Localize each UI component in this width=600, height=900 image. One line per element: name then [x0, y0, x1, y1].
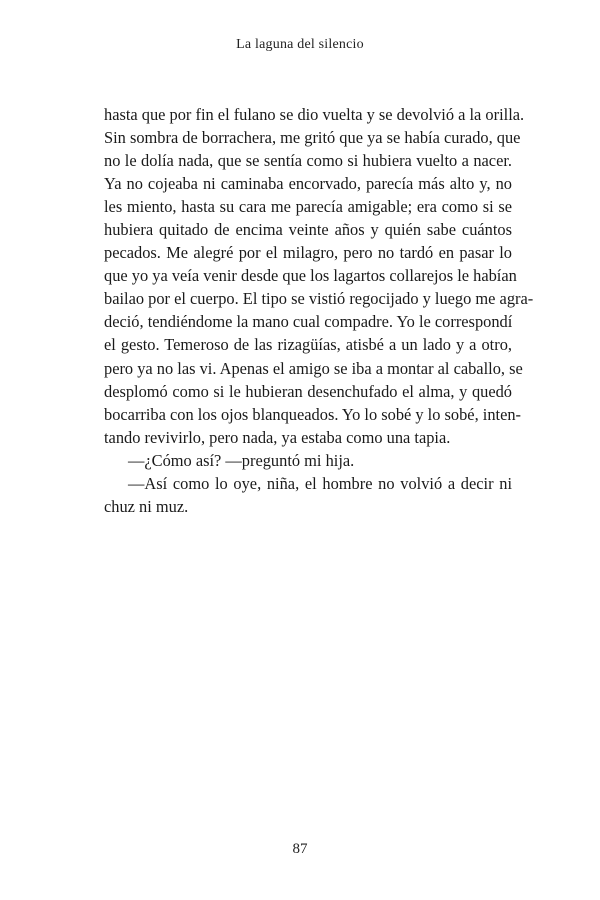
- text-line: bailao por el cuerpo. El tipo se vistió regocijado y luego me agra-: [104, 289, 534, 309]
- text-line: deció, tendiéndome la mano cual compadre. Yo le correspondí: [104, 312, 513, 332]
- text-line: Ya no cojeaba ni caminaba encorvado, parecía más alto y, no: [104, 174, 512, 194]
- text-line: tando revivirlo, pero nada, ya estaba como una tapia.: [104, 427, 451, 447]
- text-line: chuz ni muz.: [104, 496, 189, 516]
- paragraph-1: [104, 103, 534, 449]
- page-number: 87: [292, 841, 308, 857]
- text-line: bocarriba con los ojos blanqueados. Yo lo sobé y lo sobé, inten-: [104, 404, 521, 424]
- paragraph-3: [104, 472, 512, 518]
- running-head-title: La laguna del silencio: [236, 37, 364, 52]
- text-line: el gesto. Temeroso de las rizagüías, atisbé a un lado y a otro,: [104, 335, 512, 355]
- text-line: hasta que por fin el fulano se dio vuelta y se devolvió a la orilla.: [104, 105, 525, 124]
- text-line: pero ya no las vi. Apenas el amigo se iba a montar al caballo, se: [104, 358, 523, 378]
- dialogue-line: —Así como lo oye, niña, el hombre no volvió a decir ni: [128, 473, 512, 493]
- text-line: que yo ya veía venir desde que los lagartos collarejos le habían: [104, 266, 517, 286]
- text-line: les miento, hasta su cara me parecía amigable; era como si se: [104, 197, 512, 217]
- paragraph-2: [104, 449, 512, 472]
- body-text: [104, 103, 534, 518]
- text-line: pecados. Me alegré por el milagro, pero no tardó en pasar lo: [104, 243, 512, 263]
- text-line: Sin sombra de borrachera, me gritó que ya se había curado, que: [104, 128, 521, 148]
- text-line: hubiera quitado de encima veinte años y quién sabe cuántos: [104, 220, 512, 240]
- text-line: desplomó como si le hubieran desenchufado el alma, y quedó: [104, 381, 512, 401]
- dialogue-line: —¿Cómo así? —preguntó mi hija.: [128, 450, 355, 470]
- text-line: no le dolía nada, que se sentía como si hubiera vuelto a nacer.: [104, 151, 512, 171]
